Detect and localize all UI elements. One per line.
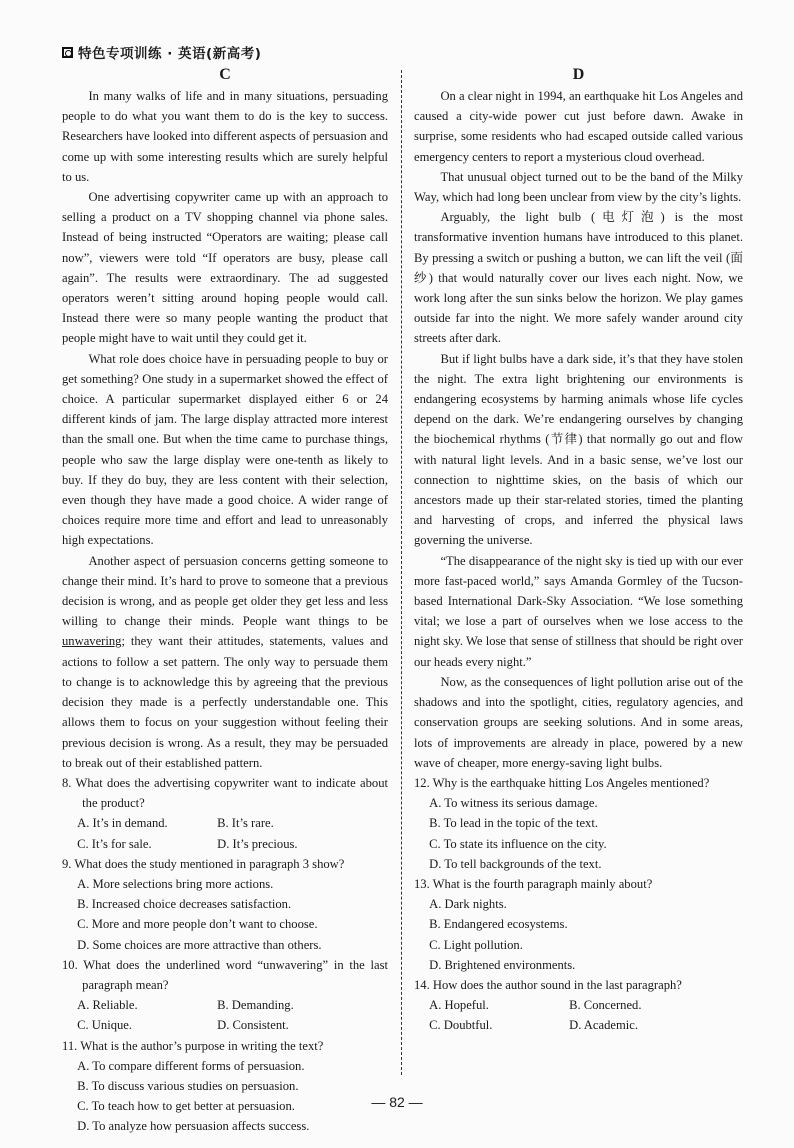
passage-d-column xyxy=(414,64,743,1036)
question-14: 14. How does the author sound in the last paragraph? xyxy=(414,977,682,992)
underlined-word: unwavering xyxy=(62,634,122,649)
option-a[interactable]: A. It’s in demand. xyxy=(77,816,168,831)
question-8: 8. What does the advertising copywriter want to indicate about the product? xyxy=(62,775,388,811)
passage-d-paragraph-3: Arguably, the light bulb (电灯泡) is the most transformative invention humans have introduced to this planet. By pressing a switch or pushing a button, we can lift the veil (面纱) that would naturally cover our lives each night. Now, we work long after the sun sinks below the horizon. We play games outside far into the night. We more safely wander around city streets after dark. xyxy=(414,210,743,346)
passage-c-title: C xyxy=(219,66,231,83)
column-divider xyxy=(401,70,402,1075)
option-a[interactable]: A. To compare different forms of persuasion. xyxy=(77,1058,305,1073)
option-b[interactable]: B. It’s rare. xyxy=(217,816,274,831)
passage-c-paragraph-3: What role does choice have in persuading people to buy or get something? One study in a supermarket showed the effect of choice. A particular supermarket displayed either 6 or 24 different kinds of jam. The large display attracted more interest than the small one. But when the time came to purchase things, people who saw the large display were one-tenth as likely to buy. If they do buy, they are less content with their selection, even though they have made a good choice. A wider range of choices require more time and effort and lead to unreasonably high expectations. xyxy=(62,351,388,548)
passage-d-paragraph-5: “The disappearance of the night sky is tied up with our ever more fast-paced world,” says Amanda Gormley of the Tucson-based International Dark-Sky Association. “We lose something vital; we lose a part of ourselves when we lose access to the night sky. We lose that sense of stillness that should be right over our heads every night.” xyxy=(414,553,743,669)
option-c[interactable]: C. Light pollution. xyxy=(429,937,523,952)
page-number: — 82 — xyxy=(371,1094,423,1110)
option-b[interactable]: B. To discuss various studies on persuasion. xyxy=(77,1078,299,1093)
option-b[interactable]: B. Endangered ecosystems. xyxy=(429,917,568,932)
option-c[interactable]: C. More and more people don’t want to choose. xyxy=(77,917,318,932)
passage-c-paragraph-2: One advertising copywriter came up with an approach to selling a product on a TV shopping channel via phone sales. Instead of being instructed “Operators are waiting; please call now”, viewers were told “If operators are busy, please call again”. The results were extraordinary. The ad suggested operators weren’t sitting around hoping people would call. Instead there were so many people wanting the product that people might have to wait until they could get it. xyxy=(62,190,388,346)
header-title: 特色专项训练 · 英语(新高考) xyxy=(78,46,262,62)
option-a[interactable]: A. Hopeful. xyxy=(429,998,489,1013)
passage-d-paragraph-1: On a clear night in 1994, an earthquake hit Los Angeles and caused a city-wide power cut just before dawn. Awake in surprise, some residents who had escaped outside called various emergency centers to report a mysterious cloud overhead. xyxy=(414,89,743,164)
option-c[interactable]: C. Unique. xyxy=(77,1018,133,1033)
option-a[interactable]: A. To witness its serious damage. xyxy=(429,796,598,811)
question-8-options xyxy=(62,813,388,853)
option-a[interactable]: A. More selections bring more actions. xyxy=(77,876,274,891)
option-d[interactable]: D. Brightened environments. xyxy=(429,957,576,972)
option-c[interactable]: C. To teach how to get better at persuasion. xyxy=(77,1099,295,1114)
option-d[interactable]: D. Consistent. xyxy=(217,1018,289,1033)
option-b[interactable]: B. To lead in the topic of the text. xyxy=(429,816,598,831)
question-9: 9. What does the study mentioned in paragraph 3 show? xyxy=(62,856,345,871)
question-10: 10. What does the underlined word “unwavering” in the last paragraph mean? xyxy=(62,957,388,992)
passage-c-paragraph-1: In many walks of life and in many situations, persuading people to do what you want them to do is the key to success. Researchers have looked into different aspects of persuasion and come up with some interesting results which are surely helpful to us. xyxy=(62,89,388,184)
option-d[interactable]: D. Some choices are more attractive than others. xyxy=(77,937,322,952)
question-11: 11. What is the author’s purpose in writing the text? xyxy=(62,1038,324,1053)
passage-c-paragraph-4 xyxy=(62,551,388,773)
passage-d-paragraph-4: But if light bulbs have a dark side, it’s that they have stolen the night. The extra light brightening our environments is endangering ecosystems by harming animals whose life cycles depend on the dark. We’re endangering ourselves by changing the biochemical rhythms (节律) that normally go out and flow with natural light levels. And in a basic sense, we’ve lost our connection to nighttime skies, on the basis of which our ancestors made up their star-related stories, timed the planting and harvesting of crops, and inferred the physical laws governing the universe. xyxy=(414,351,743,548)
question-10-options xyxy=(62,995,388,1035)
option-d[interactable]: D. To tell backgrounds of the text. xyxy=(429,856,602,871)
option-b[interactable]: B. Increased choice decreases satisfaction. xyxy=(77,897,292,912)
option-c[interactable]: C. Doubtful. xyxy=(429,1018,493,1033)
option-b[interactable]: B. Concerned. xyxy=(569,998,642,1013)
question-13: 13. What is the fourth paragraph mainly about? xyxy=(414,876,653,891)
option-c[interactable]: C. To state its influence on the city. xyxy=(429,836,607,851)
page-header xyxy=(62,42,261,62)
passage-c-column xyxy=(62,64,388,1137)
question-14-options xyxy=(414,995,743,1035)
passage-d-paragraph-2: That unusual object turned out to be the band of the Milky Way, which had long been unclear from view by the city’s lights. xyxy=(414,169,743,205)
paragraph-text: Another aspect of persuasion concerns getting someone to change their mind. It’s hard to prove to someone that a previous decision is wrong, and as people get older they get less and less willing to change their minds. People want things to be xyxy=(62,553,388,629)
option-a[interactable]: A. Dark nights. xyxy=(429,897,507,912)
option-d[interactable]: D. It’s precious. xyxy=(217,836,298,851)
question-12: 12. Why is the earthquake hitting Los Angeles mentioned? xyxy=(414,775,710,790)
option-d[interactable]: D. Academic. xyxy=(569,1018,638,1033)
option-a[interactable]: A. Reliable. xyxy=(77,998,138,1013)
paragraph-text: ; they want their attitudes, statements, values and actions to follow a set pattern. The only way to persuade them to change is to acknowledge this by agreeing that the previous decision they made is a perfectly understandable one. This allows them to focus on your suggestion without feeling their previous decision is wrong. As a result, they may be persuaded to break out of their established pattern. xyxy=(62,634,388,770)
passage-d-title: D xyxy=(572,66,585,83)
option-d[interactable]: D. To analyze how persuasion affects success. xyxy=(77,1119,310,1134)
option-c[interactable]: C. It’s for sale. xyxy=(77,836,152,851)
book-logo-icon xyxy=(62,47,73,58)
option-b[interactable]: B. Demanding. xyxy=(217,998,294,1013)
passage-d-paragraph-6: Now, as the consequences of light pollution arise out of the shadows and into the spotlight, cities, regulatory agencies, and conservation groups are seeking solutions. And in some areas, lots of improvements are already in place, powered by a new wave of cheaper, more energy-saving light bulbs. xyxy=(414,674,743,770)
